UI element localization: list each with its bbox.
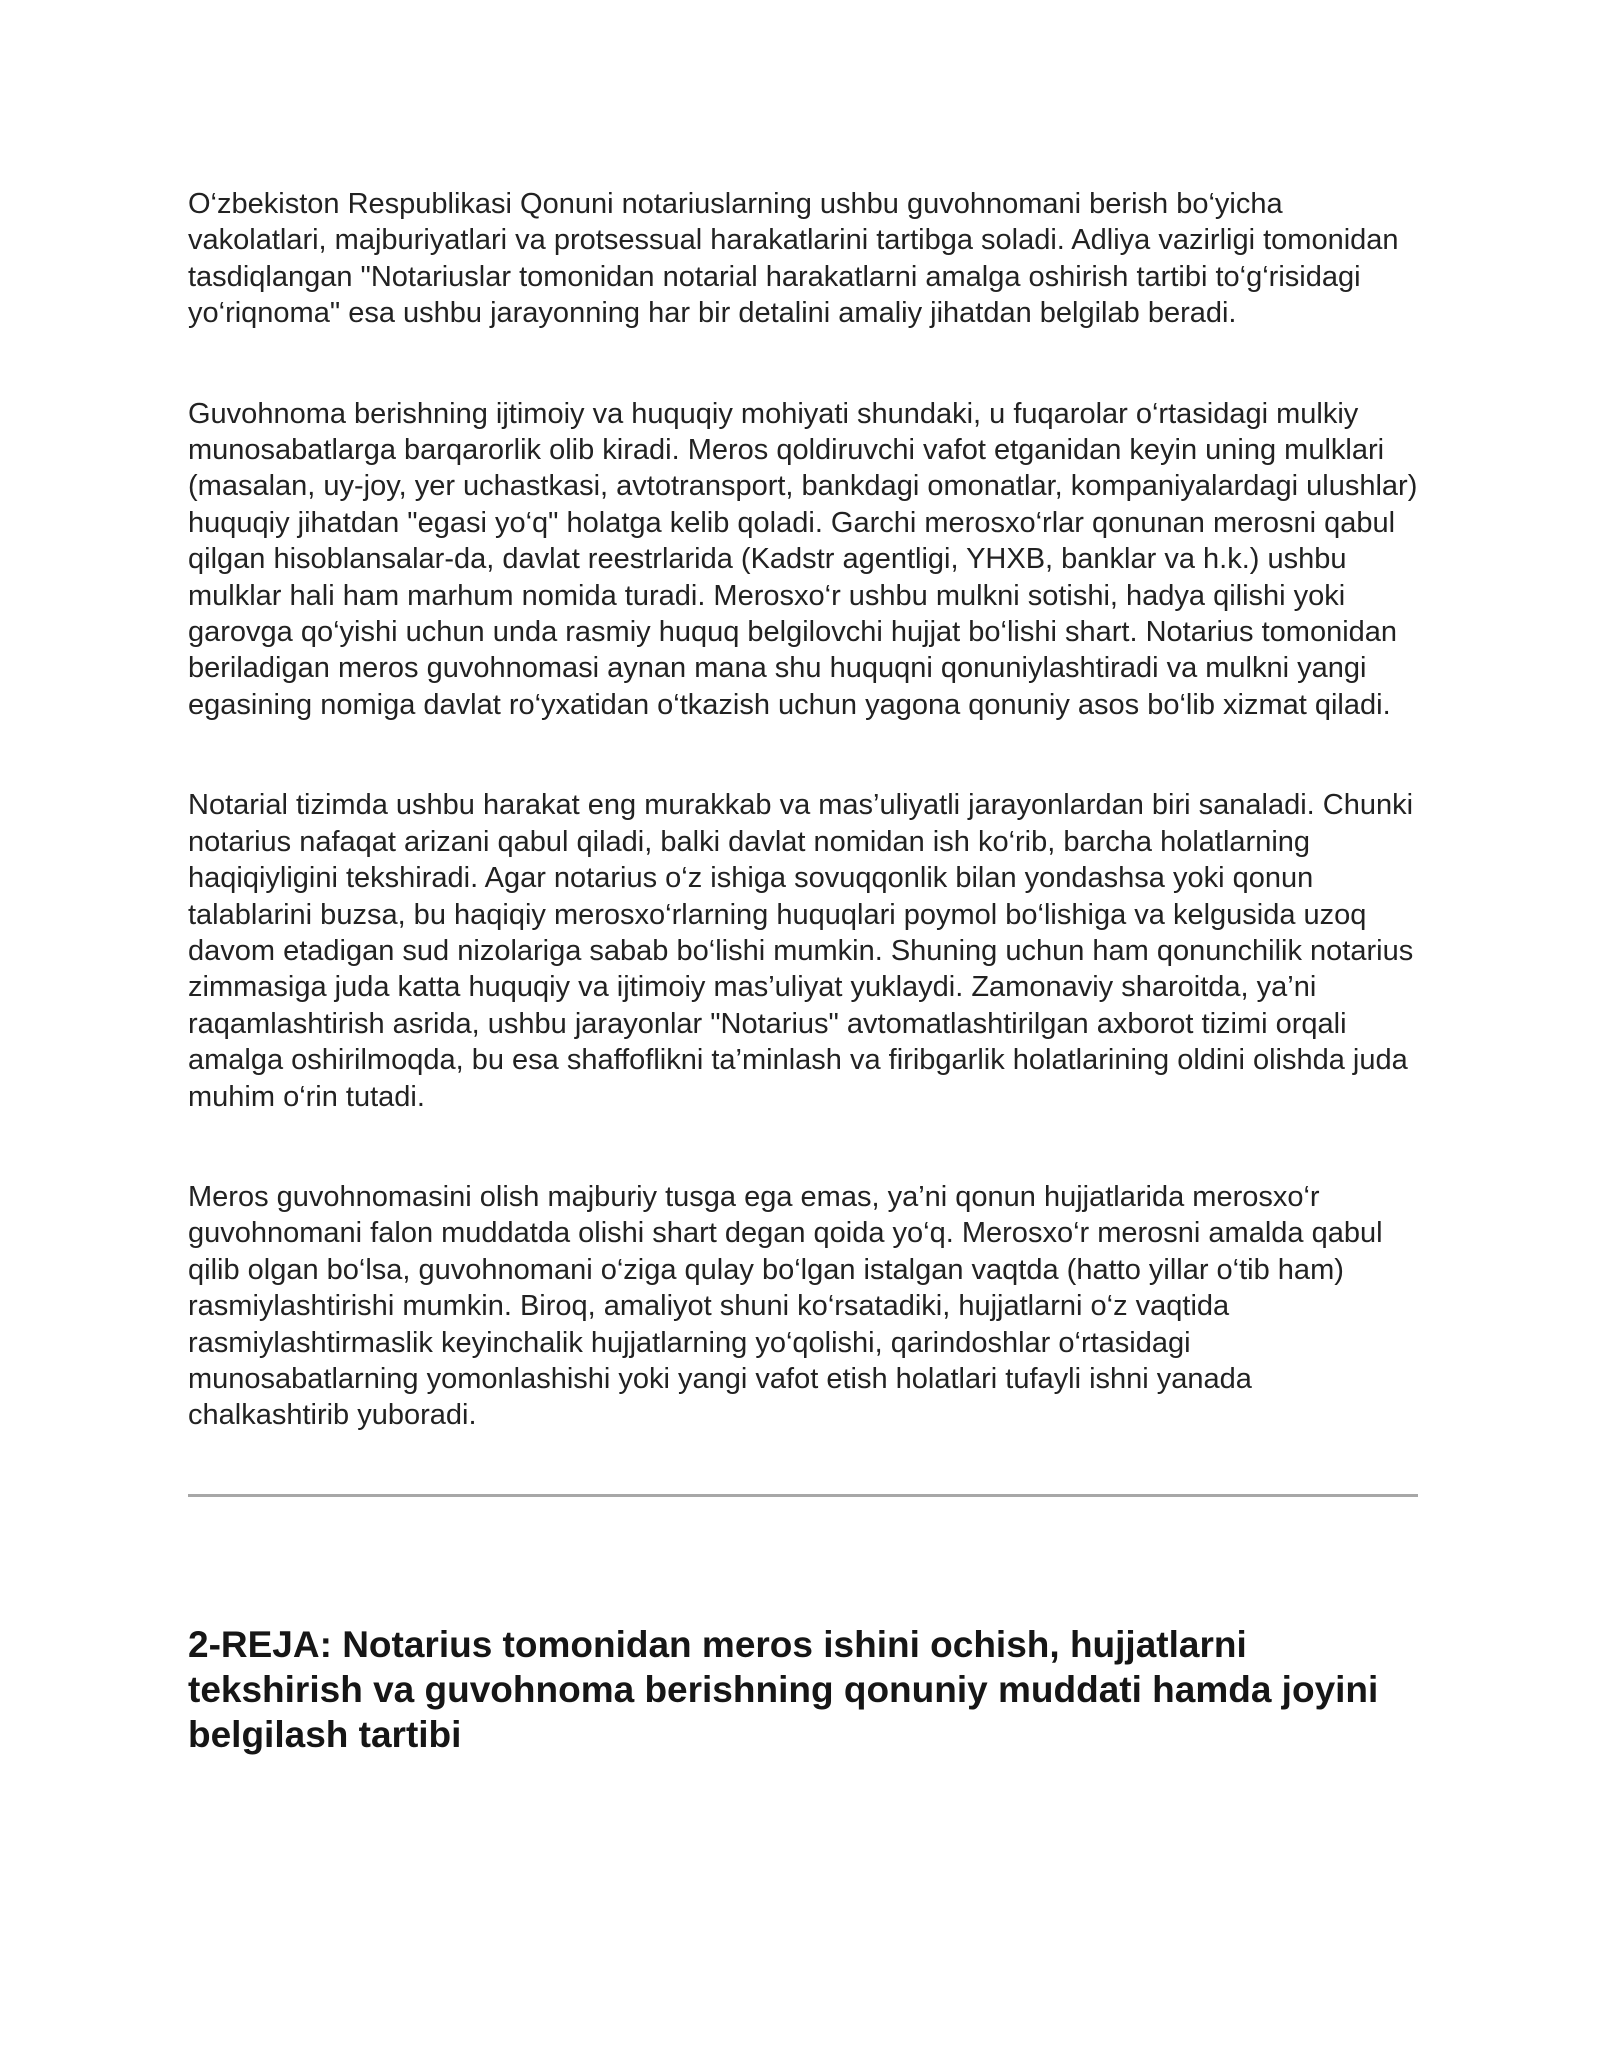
document-body xyxy=(188,186,1418,1757)
paragraph-3: Notarial tizimda ushbu harakat eng murakkab va mas’uliyatli jarayonlardan biri sanaladi. Chunki notarius nafaqat arizani qabul qiladi, balki davlat nomidan ish ko‘rib, barcha holatlarning haqiqiyligini tekshiradi. Agar notarius o‘z ishiga sovuqqonlik bilan yondashsa yoki qonun talablarini buzsa, bu haqiqiy merosxo‘rlarning huquqlari poymol bo‘lishiga va kelgusida uzoq davom etadigan sud nizolariga sabab bo‘lishi mumkin. Shuning uchun ham qonunchilik notarius zimmasiga juda katta huquqiy va ijtimoiy mas’uliyat yuklaydi. Zamonaviy sharoitda, ya’ni raqamlashtirish asrida, ushbu jarayonlar "Notarius" avtomatlashtirilgan axborot tizimi orqali amalga oshirilmoqda, bu esa shaffoflikni ta’minlash va firibgarlik holatlarining oldini olishda juda muhim o‘rin tutadi. xyxy=(188,789,1414,1113)
paragraph-1: O‘zbekiston Respublikasi Qonuni notariuslarning ushbu guvohnomani berish bo‘yicha vakolatlari, majburiyatlari va protsessual harakatlarini tartibga soladi. Adliya vazirligi tomonidan tasdiqlangan "Notariuslar tomonidan notarial harakatlarni amalga oshirish tartibi to‘g‘risidagi yo‘riqnoma" esa ushbu jarayonning har bir detalini amaliy jihatdan belgilab beradi. xyxy=(188,188,1399,330)
paragraph-4: Meros guvohnomasini olish majburiy tusga ega emas, ya’ni qonun hujjatlarida merosxo‘r guvohnomani falon muddatda olishi shart degan qoida yo‘q. Merosxo‘r merosni amalda qabul qilib olgan bo‘lsa, guvohnomani o‘ziga qulay bo‘lgan istalgan vaqtda (hatto yillar o‘tib ham) rasmiylashtirishi mumkin. Biroq, amaliyot shuni ko‘rsatadiki, hujjatlarni o‘z vaqtida rasmiylashtirmaslik keyinchalik hujjatlarning yo‘qolishi, qarindoshlar o‘rtasidagi munosabatlarning yomonlashishi yoki yangi vafot etish holatlari tufayli ishni yanada chalkashtirib yuboradi. xyxy=(188,1180,1383,1432)
paragraph-2: Guvohnoma berishning ijtimoiy va huquqiy mohiyati shundaki, u fuqarolar o‘rtasidagi mulkiy munosabatlarga barqarorlik olib kiradi. Meros qoldiruvchi vafot etganidan keyin uning mulklari (masalan, uy-joy, yer uchastkasi, avtotransport, bankdagi omonatlar, kompaniyalardagi ulushlar) huquqiy jihatdan "egasi yo‘q" holatga kelib qoladi. Garchi merosxo‘rlar qonunan merosni qabul qilgan hisoblansalar-da, davlat reestrlarida (Kadstr agentligi, YHXB, banklar va h.k.) ushbu mulklar hali ham marhum nomida turadi. Merosxo‘r ushbu mulkni sotishi, hadya qilishi yoki garovga qo‘yishi uchun unda rasmiy huquq belgilovchi hujjat bo‘lishi shart. Notarius tomonidan beriladigan meros guvohnomasi aynan mana shu huquqni qonuniylashtiradi va mulkni yangi egasining nomiga davlat ro‘yxatidan o‘tkazish uchun yagona qonuniy asos bo‘lib xizmat qiladi. xyxy=(188,397,1418,721)
section-heading: 2-REJA: Notarius tomonidan meros ishini ochish, hujjatlarni tekshirish va guvohnoma berishning qonuniy muddati hamda joyini belgilash tartibi xyxy=(188,1623,1379,1755)
horizontal-divider xyxy=(188,1494,1418,1497)
